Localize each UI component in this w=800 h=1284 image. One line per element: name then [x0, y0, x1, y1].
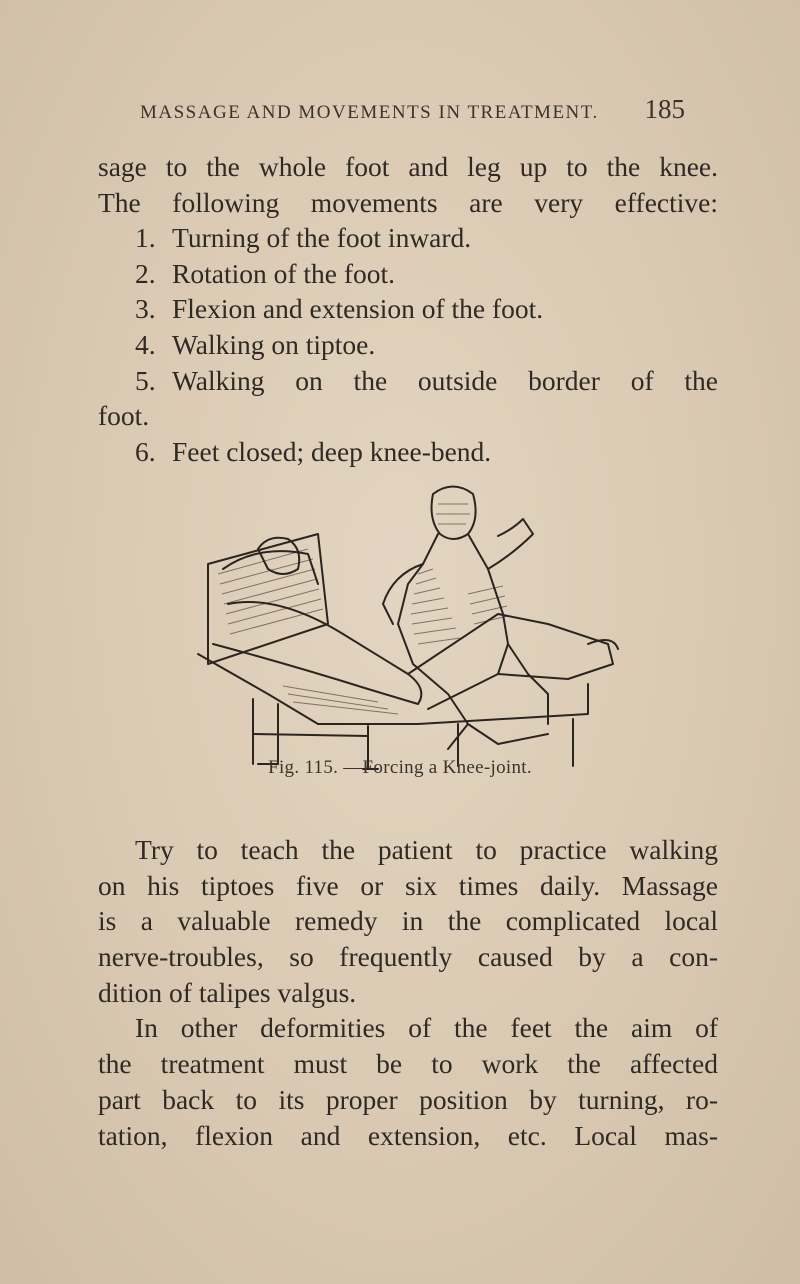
- text-line: In other deformities of the feet the aim of: [135, 1012, 718, 1044]
- text-line: the treatment must be to work the affected: [98, 1048, 718, 1080]
- body-paragraph: [98, 832, 718, 1153]
- list-item-text: Walking on the outside border of the: [172, 364, 718, 396]
- intro-paragraph: [98, 149, 718, 220]
- engraving-figure: [168, 474, 628, 784]
- list-item: [98, 327, 718, 363]
- figure-caption-text: —Forcing a Knee-joint.: [343, 757, 532, 778]
- list-item-number: 5.: [135, 364, 156, 396]
- text-line: sage to the whole foot and leg up to the knee.: [98, 151, 718, 182]
- list-item: [98, 291, 718, 327]
- list-item: [98, 363, 718, 399]
- list-item: [98, 434, 718, 470]
- text-line: Try to teach the patient to practice walking: [135, 834, 718, 865]
- list-item-number: 2.: [135, 257, 156, 289]
- page-number: 185: [644, 94, 685, 124]
- list-item-text: foot.: [98, 400, 150, 432]
- movement-list: [98, 220, 718, 470]
- figure-caption: [0, 757, 800, 779]
- text-line: is a valuable remedy in the complicated local: [98, 905, 718, 937]
- text-line: tation, flexion and extension, etc. Local mas-: [98, 1119, 718, 1151]
- list-item-text: Walking on tiptoe.: [172, 329, 376, 361]
- text-line: part back to its proper position by turning, ro-: [98, 1083, 718, 1115]
- text-line: dition of talipes valgus.: [98, 976, 357, 1008]
- list-item-text: Feet closed; deep knee-bend.: [172, 436, 492, 468]
- list-item: [98, 256, 718, 292]
- text-line: nerve-troubles, so frequently caused by a con-: [98, 941, 718, 973]
- knee-forcing-illustration: [168, 474, 628, 784]
- list-item: [98, 220, 718, 256]
- figure-caption-label: Fig. 115.: [268, 757, 339, 778]
- text-line: The following movements are very effective:: [98, 186, 718, 218]
- list-item-number: 4.: [135, 329, 156, 361]
- list-item-text: Rotation of the foot.: [172, 257, 396, 289]
- text-line: on his tiptoes five or six times daily. Massage: [98, 869, 718, 901]
- list-item-number: 3.: [135, 293, 156, 325]
- running-head-title: MASSAGE AND MOVEMENTS IN TREATMENT.: [140, 102, 599, 123]
- list-item-number: 1.: [135, 222, 156, 253]
- list-item-text: Flexion and extension of the foot.: [172, 293, 544, 325]
- list-item-text: Turning of the foot inward.: [172, 222, 472, 253]
- list-item-continuation: [98, 398, 718, 434]
- list-item-number: 6.: [135, 436, 156, 468]
